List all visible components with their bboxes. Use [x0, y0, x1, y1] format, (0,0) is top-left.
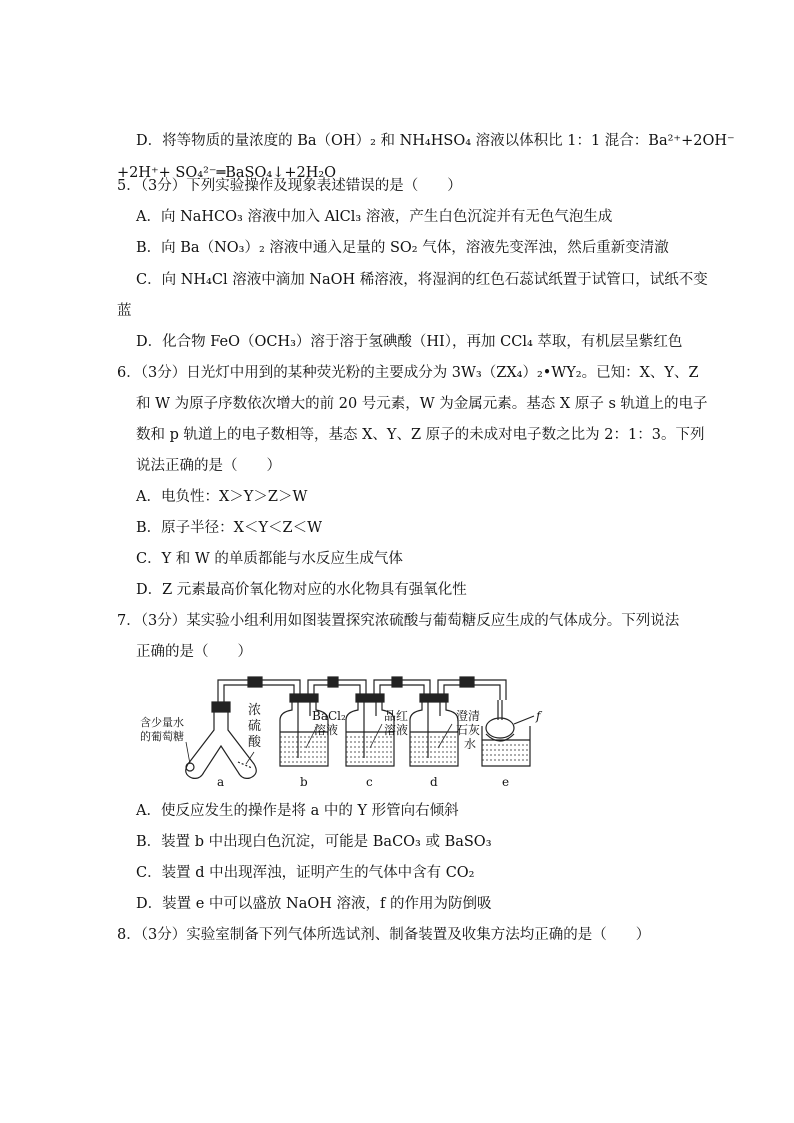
q6-option-d: D．Z 元素最高价氧化物对应的水化物具有强氧化性 [136, 582, 467, 598]
q5-option-d: D．化合物 FeO（OCH₃）溶于溶于氢碘酸（HI），再加 CCl₄ 萃取，有机层呈紫红色 [136, 334, 683, 350]
q5-option-a: A．向 NaHCO₃ 溶液中加入 AlCl₃ 溶液，产生白色沉淀并有无色气泡生成 [136, 209, 613, 225]
q6-stem-line4: 说法正确的是（ ） [136, 458, 281, 474]
q5-option-c-line1: C．向 NH₄Cl 溶液中滴加 NaOH 稀溶液，将湿润的红色石蕊试纸置于试管口，试纸不变 [136, 272, 708, 288]
q7-option-a: A．使反应发生的操作是将 a 中的 Y 形管向右倾斜 [136, 803, 459, 819]
q4-option-d-line1: D．将等物质的量浓度的 Ba（OH）₂ 和 NH₄HSO₄ 溶液以体积比 1：1 混合：Ba²⁺+2OH⁻ [136, 133, 735, 149]
label-lime-2: 石灰 [456, 723, 481, 737]
label-acid-1: 浓 [248, 703, 262, 718]
tag-b: b [300, 775, 308, 789]
q6-option-c: C．Y 和 W 的单质都能与水反应生成气体 [136, 551, 403, 567]
q6-stem-line2: 和 W 为原子序数依次增大的前 20 号元素，W 为金属元素。基态 X 原子 s 轨道上的电子 [136, 396, 708, 412]
q7-option-b: B．装置 b 中出现白色沉淀，可能是 BaCO₃ 或 BaSO₃ [136, 834, 492, 850]
apparatus-diagram [130, 668, 560, 793]
label-magenta-2: 溶液 [384, 723, 409, 737]
label-f: f [536, 709, 541, 723]
label-acid-2: 硫 [248, 719, 262, 734]
label-glucose-2: 的葡萄糖 [140, 730, 184, 743]
q6-option-b: B．原子半径：X＜Y＜Z＜W [136, 520, 323, 536]
q6-stem-line1: 6．（3分）日光灯中用到的某种荧光粉的主要成分为 3W₃（ZX₄）₂•WY₂。已知：X、Y、Z [117, 365, 699, 381]
tag-c: c [366, 775, 373, 789]
label-magenta-1: 品红 [384, 709, 409, 723]
q4-option-d-line2: +2H⁺+ SO₄²⁻═BaSO₄↓+2H₂O [117, 165, 337, 181]
bottle-d [410, 694, 458, 766]
q7-option-c: C．装置 d 中出现浑浊，证明产生的气体中含有 CO₂ [136, 865, 475, 881]
q5-option-b: B．向 Ba（NO₃）₂ 溶液中通入足量的 SO₂ 气体，溶液先变浑浊，然后重新变清澈 [136, 240, 669, 256]
y-tube-a [186, 702, 257, 778]
q8-stem: 8．（3分）实验室制备下列气体所选试剂、制备装置及收集方法均正确的是（ ） [117, 927, 651, 943]
label-glucose-1: 含少量水 [140, 716, 184, 729]
label-lime-1: 澄清 [456, 709, 481, 723]
q7-stem-line1: 7．（3分）某实验小组利用如图装置探究浓硫酸与葡萄糖反应生成的气体成分。下列说法 [117, 613, 680, 629]
label-bacl2-1: BaCl₂ [312, 709, 346, 723]
label-lime-3: 水 [464, 737, 477, 751]
label-acid-3: 酸 [248, 735, 262, 750]
q7-option-d: D．装置 e 中可以盛放 NaOH 溶液，f 的作用为防倒吸 [136, 896, 492, 912]
tag-e: e [502, 775, 510, 789]
q5-option-c-line2: 蓝 [117, 303, 132, 319]
q7-stem-line2: 正确的是（ ） [136, 644, 252, 660]
q6-option-a: A．电负性：X＞Y＞Z＞W [136, 489, 308, 505]
tag-a: a [217, 775, 225, 789]
tag-d: d [430, 775, 438, 789]
q6-stem-line3: 数和 p 轨道上的电子数相等，基态 X、Y、Z 原子的未成对电子数之比为 2：1：3。下列 [136, 427, 705, 443]
beaker-e [482, 700, 534, 766]
label-bacl2-2: 溶液 [314, 723, 339, 737]
q5-stem: 5．（3分）下列实验操作及现象表述错误的是（ ） [117, 178, 462, 194]
